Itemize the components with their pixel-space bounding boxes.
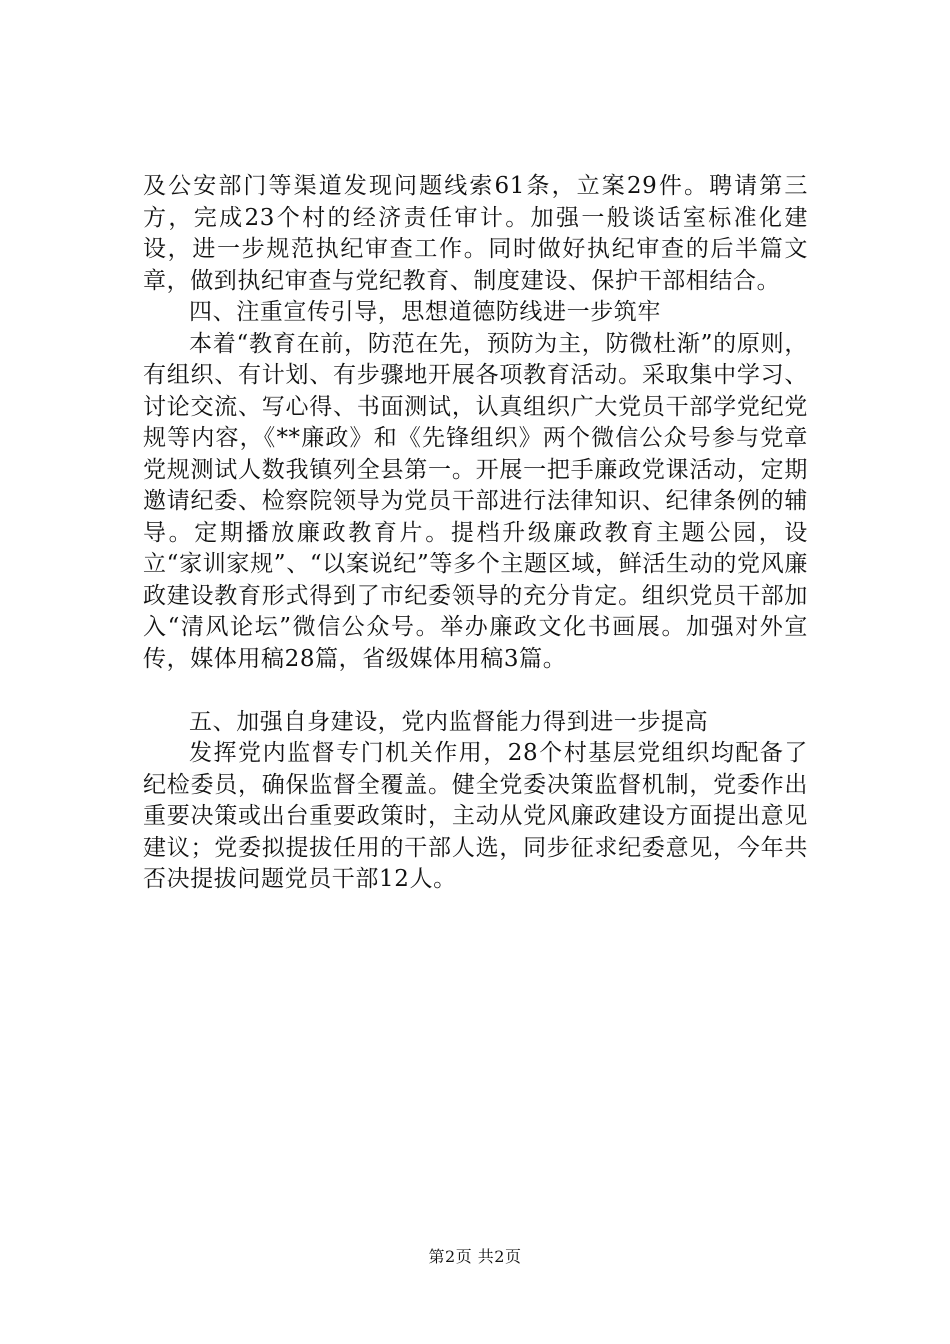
section-heading-5: 五、加强自身建设，党内监督能力得到进一步提高 xyxy=(189,708,709,735)
document-body xyxy=(143,171,808,896)
section-heading-4: 四、注重宣传引导，思想道德防线进一步筑牢 xyxy=(189,299,661,325)
paragraph-supervision: 发挥党内监督专门机关作用，28个村基层党组织均配备了纪检委员，确保监督全覆盖。健全党委决策监督机制，党委作出重要决策或出台重要政策时，主动从党风廉政建设方面提出意见建议；党委拟提拔任用的干部人选，同步征求纪委意见，今年共否决提拔问题党员干部12人。 xyxy=(143,740,808,892)
paragraph-continuation: 及公安部门等渠道发现问题线索61条，立案29件。聘请第三方，完成23个村的经济责任审计。加强一般谈话室标准化建设，进一步规范执纪审查工作。同时做好执纪审查的后半篇文章，做到执纪审查与党纪教育、制度建设、保护干部相结合。 xyxy=(143,173,808,294)
paragraph-spacer xyxy=(143,675,808,707)
page-footer: 第2页 共2页 xyxy=(428,1247,522,1266)
paragraph-education: 本着“教育在前，防范在先，预防为主，防微杜渐”的原则，有组织、有计划、有步骤地开展各项教育活动。采取集中学习、讨论交流、写心得、书面测试，认真组织广大党员干部学党纪党规等内容，《**廉政》和《先锋组织》两个微信公众号参与党章党规测试人数我镇列全县第一。开展一把手廉政党课活动，定期邀请纪委、检察院领导为党员干部进行法律知识、纪律条例的辅导。定期播放廉政教育片。提档升级廉政教育主题公园，设立“家训家规”、“以案说纪”等多个主题区域，鲜活生动的党风廉政建设教育形式得到了市纪委领导的充分肯定。组织党员干部加入“清风论坛”微信公众号。举办廉政文化书画展。加强对外宣传，媒体用稿28篇，省级媒体用稿3篇。 xyxy=(143,330,808,672)
